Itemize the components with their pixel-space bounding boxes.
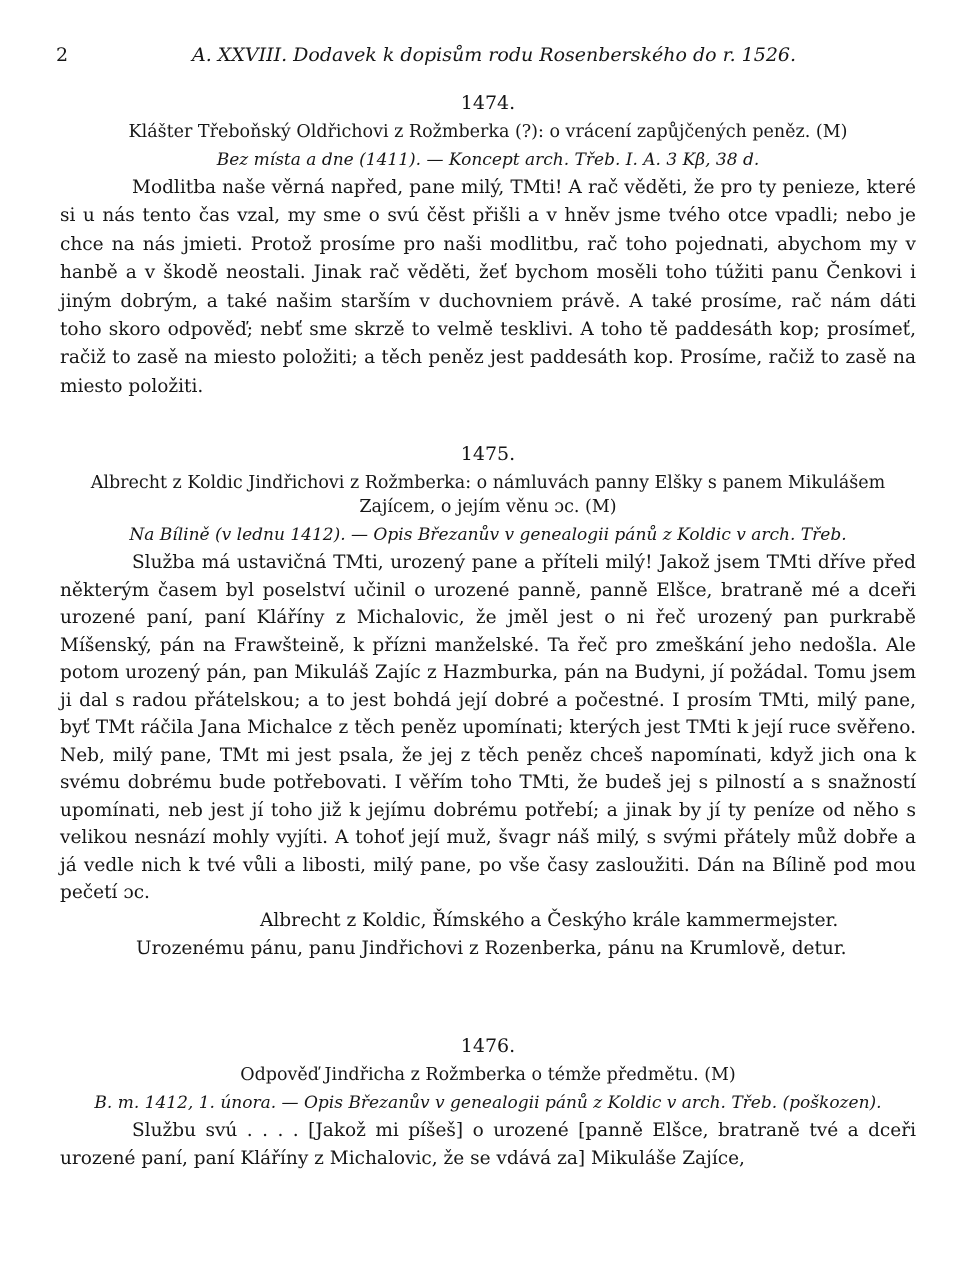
document-entry-1474 (60, 92, 916, 401)
document-regest: Klášter Třeboňský Oldřichovi z Rožmberka (?): o vrácení zapůjčených peněz. (M) (128, 122, 848, 142)
document-entry-1475 (60, 443, 916, 963)
letter-address: Urozenému pánu, panu Jindřichovi z Rozenberka, pánu na Krumlově, detur. (136, 937, 847, 959)
document-body-text: Službu svú . . . . [Jakož mi píšeš] o urozené [panně Elšce, bratraně tvé a dceři urozené paní, paní Kláříny z Michalovic, že se vdává za] Mikuláše Zajíce, (60, 1120, 916, 1170)
document-entry-1476 (60, 1035, 916, 1174)
running-head (56, 44, 916, 72)
document-number: 1475. (460, 443, 516, 465)
document-regest: Albrecht z Koldic Jindřichovi z Rožmberka: o námluvách panny Elšky s panem Mikulášem Zajícem, o jejím věnu ɔc. (M) (90, 473, 886, 517)
letter-signature: Albrecht z Koldic, Římského a Českýho krále kammermejster. (260, 909, 839, 931)
document-number: 1474. (460, 92, 516, 114)
page-number: 2 (56, 44, 69, 66)
document-regest: Odpověď Jindřicha z Rožmberka o témže předmětu. (M) (240, 1065, 736, 1085)
running-title: A. XXVIII. Dodavek k dopisům rodu Rosenberského do r. 1526. (192, 44, 797, 66)
document-source-note: Na Bílině (v lednu 1412). — Opis Březanův v genealogii pánů z Koldic v arch. Třeb. (129, 525, 847, 545)
document-body-text: Služba má ustavičná TMti, urozený pane a příteli milý! Jakož jsem TMti dříve před některým časem byl poselství učinil o urozené panně, panně Elšce, bratraně mé a dceři urozené paní, paní Kláříny z Michalovic, že jměl jest o ni řeč urozený pan purkrabě Míšenský, pán na Frawšteině, k přízni manželské. Ta řeč pro zmeškání jeho nedošla. Ale potom urozený pán, pan Mikuláš Zajíc z Hazmburka, pán na Budyni, jí požádal. Tomu jsem ji dal s radou přátelskou; a to jest bohdá její dobré a počestné. I prosím TMti, milý pane, byť TMt ráčila Jana Michalce z těch peněz upomínati; kterých jest TMti k její ruce svěřeno. Neb, milý pane, TMt mi jest psala, že jej z těch peněz chceš napomínati, když jich ona k svému dobrému bude potřebovati. I věřím toho TMti, že budeš jej s pilností a s snažností upomínati, neb jest jí toho již k jejímu dobrému potřebí; a jinak by jí ty peníze od něho s velikou nesnází mohly vyjíti. A tohoť její muž, švagr náš milý, s svými přátely můž dobře a já vedle nich k tvé vůli a libosti, milý pane, po vše časy zasloužiti. Dán na Bílině pod mou pečetí ɔc. (60, 552, 916, 903)
document-source-note: B. m. 1412, 1. února. — Opis Březanův v genealogii pánů z Koldic v arch. Třeb. (poškozen). (94, 1093, 882, 1113)
document-source-note: Bez místa a dne (1411). — Koncept arch. Třeb. I. A. 3 Kβ, 38 d. (216, 150, 760, 170)
document-number: 1476. (460, 1035, 516, 1057)
document-body-text: Modlitba naše věrná napřed, pane milý, TMti! A rač věděti, že pro ty penieze, které si u nás tento čas vzal, my sme o svú čěst přišli a v hněv jsme tvého otce vpadli; nebo je chce na nás jmieti. Protož prosíme pro naši modlitbu, rač toho pojednati, abychom my v hanbě a v škodě neostali. Jinak rač věděti, žeť bychom mosěli toho túžiti panu Čenkovi i jiným dobrým, a také našim starším v duchovniem právě. A také prosíme, rač nám dáti toho skoro odpověď; nebť sme skrzě to velmě tesklivi. A toho tě paddesáth kop; prosímeť, račiž to zasě na miesto položiti; a těch peněz jest paddesáth kop. Prosíme, račiž to zasě na miesto položiti. (60, 177, 916, 397)
